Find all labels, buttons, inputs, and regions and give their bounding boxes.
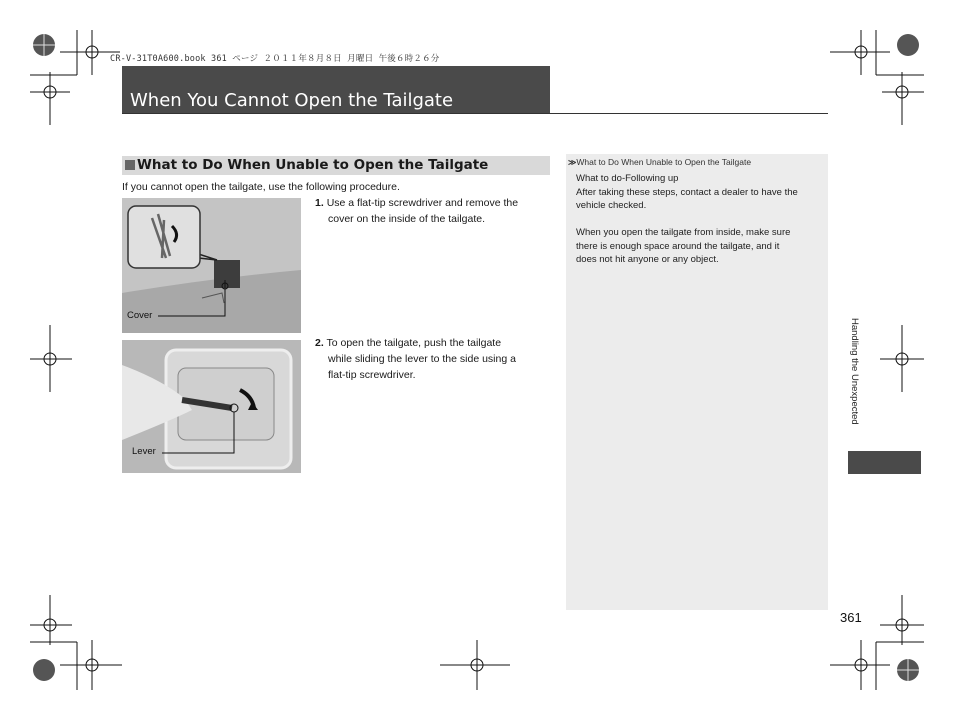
page-title: When You Cannot Open the Tailgate (130, 90, 454, 111)
intro-text: If you cannot open the tailgate, use the following procedure. (122, 181, 400, 193)
sidebar-para-2 (576, 226, 790, 267)
step-1-number: 1. (315, 197, 324, 209)
step-1 (315, 195, 518, 227)
step-1-line-1: Use a flat-tip screwdriver and remove the (326, 197, 519, 209)
chapter-side-label: Handling the Unexpected (849, 318, 860, 425)
section-heading (122, 156, 550, 175)
ref-arrow-icon: ≫ (568, 158, 577, 167)
section-square-icon (125, 160, 135, 170)
lever-photo (122, 340, 301, 473)
sidebar-para-2-line-2: there is enough space around the tailgate, and it (576, 240, 780, 252)
step-2-line-2: while sliding the lever to the side using a (328, 353, 516, 365)
sidebar-para-2-line-3: does not hit anyone or any object. (576, 254, 719, 265)
sidebar-ref (568, 157, 751, 167)
sidebar-para-1-line-2: After taking these steps, contact a dealer to have the (576, 186, 798, 198)
step-2-line-3: flat-tip screwdriver. (328, 369, 416, 381)
title-bar (122, 66, 550, 113)
step-2-number: 2. (315, 337, 324, 349)
print-header: CR-V-31T0A600.book 361 ページ ２０１１年８月８日 月曜日 午後６時２６分 (110, 54, 440, 64)
step-2-line-1: To open the tailgate, push the tailgate (326, 337, 502, 349)
sidebar-para-1 (576, 172, 798, 213)
sidebar-para-2-line-1: When you open the tailgate from inside, make sure (576, 227, 791, 238)
sidebar-ref-title: What to Do When Unable to Open the Tailgate (576, 157, 752, 167)
cover-photo (122, 198, 301, 333)
step-2 (315, 335, 516, 383)
title-rule (122, 113, 828, 114)
page-number: 361 (840, 610, 862, 625)
chapter-tab (848, 451, 921, 474)
sidebar-note (566, 154, 828, 610)
step-1-line-2: cover on the inside of the tailgate. (328, 213, 486, 225)
lever-caption: Lever (132, 446, 156, 457)
sidebar-para-1-line-3: vehicle checked. (576, 200, 647, 211)
cover-caption: Cover (127, 310, 153, 321)
sidebar-para-1-line-1: What to do-Following up (576, 173, 679, 184)
section-heading-text: What to Do When Unable to Open the Tailgate (137, 157, 489, 173)
